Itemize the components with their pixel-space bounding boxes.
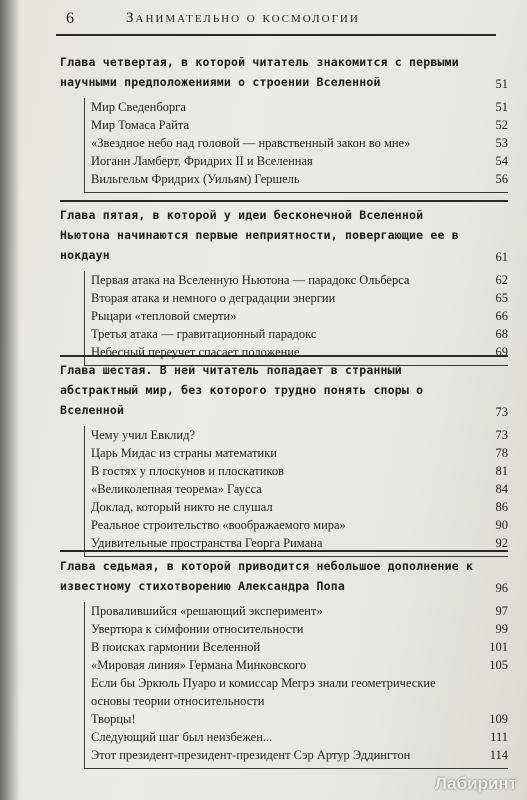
entry-page: 66 — [495, 309, 508, 323]
chapter-5 — [60, 205, 508, 366]
section-list — [84, 271, 508, 366]
entry-page: 86 — [495, 500, 508, 514]
toc-entry — [91, 426, 508, 444]
chapter-title-row — [60, 52, 508, 92]
watermark-logo: Лабиринт — [434, 774, 517, 793]
entry-label: Небесный переучет спасает положение — [91, 345, 300, 359]
page-number: 6 — [66, 10, 74, 27]
toc-entry — [91, 674, 508, 710]
chapter-title-row — [60, 556, 508, 596]
toc-entry — [91, 638, 508, 656]
entry-page: 97 — [495, 604, 508, 618]
chapter-7 — [60, 556, 508, 769]
entry-label: Этот президент-президент-президент Сэр Артур Эддингтон — [91, 748, 411, 762]
chapter-title: Глава четвертая, в которой читатель знакомится с первыми научными предположениями о строении Вселенной — [60, 55, 459, 89]
entry-label: Следующий шаг был неизбежен... — [91, 730, 273, 744]
entry-label: «Звездное небо над головой — нравственный закон во мне» — [91, 136, 411, 150]
entry-page: 111 — [490, 730, 508, 744]
toc-entry — [91, 343, 508, 361]
entry-label: «Великолепная теорема» Гаусса — [91, 482, 262, 496]
toc-entry — [91, 656, 508, 674]
entry-label: «Мировая линия» Германа Минковского — [91, 658, 307, 672]
entry-label: Иоганн Ламберт, Фридрих II и Вселенная — [91, 154, 313, 168]
toc-entry — [91, 444, 508, 462]
entry-page: 51 — [495, 100, 508, 114]
toc-entry — [91, 728, 508, 746]
toc-entry — [91, 170, 508, 188]
entry-page: 68 — [495, 327, 508, 341]
running-head — [56, 10, 496, 32]
entry-label: Вторая атака и немного о деградации энергии — [91, 291, 336, 305]
entry-page: 52 — [495, 118, 508, 132]
entry-page: 105 — [489, 658, 508, 672]
entry-page: 90 — [495, 518, 508, 532]
entry-label: Мир Томаса Райта — [91, 118, 189, 132]
chapter-page: 51 — [495, 77, 508, 91]
chapter-page: 73 — [495, 405, 508, 419]
entry-label: Реальное строительство «воображаемого мира» — [91, 518, 346, 532]
entry-page: 81 — [495, 464, 508, 478]
chapter-page: 61 — [495, 250, 508, 264]
section-list — [84, 426, 508, 557]
entry-label: Мир Сведенборга — [91, 100, 186, 114]
toc-entry — [91, 516, 508, 534]
entry-label: Увертюра к симфонии относительности — [91, 622, 304, 636]
entry-page: 114 — [489, 748, 508, 762]
toc-entry — [91, 462, 508, 480]
entry-page: 84 — [495, 482, 508, 496]
toc-entry — [91, 710, 508, 728]
chapter-title-row — [60, 360, 508, 420]
toc-entry — [91, 307, 508, 325]
entry-page: 54 — [495, 154, 508, 168]
book-title: Занимательно о космологии — [126, 10, 360, 26]
entry-label: Вильгельм Фридрих (Уильям) Гершель — [91, 172, 300, 186]
toc-entry — [91, 98, 508, 116]
chapter-title: Глава шестая. В ней читатель попадает в странный абстрактный мир, без которого трудно понять споры о Вселенной — [60, 363, 424, 417]
chapter-title: Глава седьмая, в которой приводится небольшое дополнение к известному стихотворению Александра Попа — [60, 559, 474, 593]
chapter-divider — [60, 200, 508, 202]
toc-entry — [91, 271, 508, 289]
entry-page: 73 — [495, 428, 508, 442]
chapter-4 — [60, 52, 508, 193]
entry-page: 53 — [495, 136, 508, 150]
entry-label: Если бы Эркюль Пуаро и комиссар Мегрэ знали геометрические основы теории относительности — [91, 676, 436, 708]
entry-page: 109 — [489, 712, 508, 726]
entry-page: 101 — [489, 640, 508, 654]
entry-label: В гостях у плоскунов и плоскатиков — [91, 464, 285, 478]
chapter-divider — [60, 355, 508, 357]
chapter-divider — [60, 550, 508, 552]
entry-label: Чему учил Евклид? — [91, 428, 195, 442]
toc-entry — [91, 289, 508, 307]
toc-entry — [91, 134, 508, 152]
entry-page: 92 — [495, 536, 508, 550]
chapter-6 — [60, 360, 508, 557]
entry-label: В поисках гармонии Вселенной — [91, 640, 261, 654]
toc-entry — [91, 116, 508, 134]
toc-entry — [91, 498, 508, 516]
chapter-title-row — [60, 205, 508, 265]
page-edge-shadow — [0, 0, 20, 800]
toc-entry — [91, 620, 508, 638]
entry-page: 69 — [495, 345, 508, 359]
entry-label: Царь Мидас из страны математики — [91, 446, 277, 460]
chapter-title: Глава пятая, в которой у идеи бесконечной Вселенной Ньютона начинаются первые неприятности, повергающие ее в нокдаун — [60, 208, 459, 262]
entry-page: 62 — [495, 273, 508, 287]
entry-label: Рыцари «тепловой смерти» — [91, 309, 237, 323]
toc-entry — [91, 602, 508, 620]
entry-page: 99 — [495, 622, 508, 636]
entry-label: Удивительные пространства Георга Римана — [91, 536, 323, 550]
entry-label: Творцы! — [91, 712, 136, 726]
entry-label: Провалившийся «решающий эксперимент» — [91, 604, 323, 618]
toc-entry — [91, 325, 508, 343]
toc-entry — [91, 746, 508, 764]
toc-entry — [91, 152, 508, 170]
entry-page: 56 — [495, 172, 508, 186]
entry-label: Третья атака — гравитационный парадокс — [91, 327, 317, 341]
entry-page: 78 — [495, 446, 508, 460]
entry-label: Первая атака на Вселенную Ньютона — парадокс Ольберса — [91, 273, 410, 287]
entry-page: 65 — [495, 291, 508, 305]
chapter-page: 96 — [495, 581, 508, 595]
toc-entry — [91, 480, 508, 498]
entry-label: Доклад, который никто не слушал — [91, 500, 273, 514]
section-list — [84, 98, 508, 193]
section-list — [84, 602, 508, 769]
header-rule — [56, 34, 496, 36]
